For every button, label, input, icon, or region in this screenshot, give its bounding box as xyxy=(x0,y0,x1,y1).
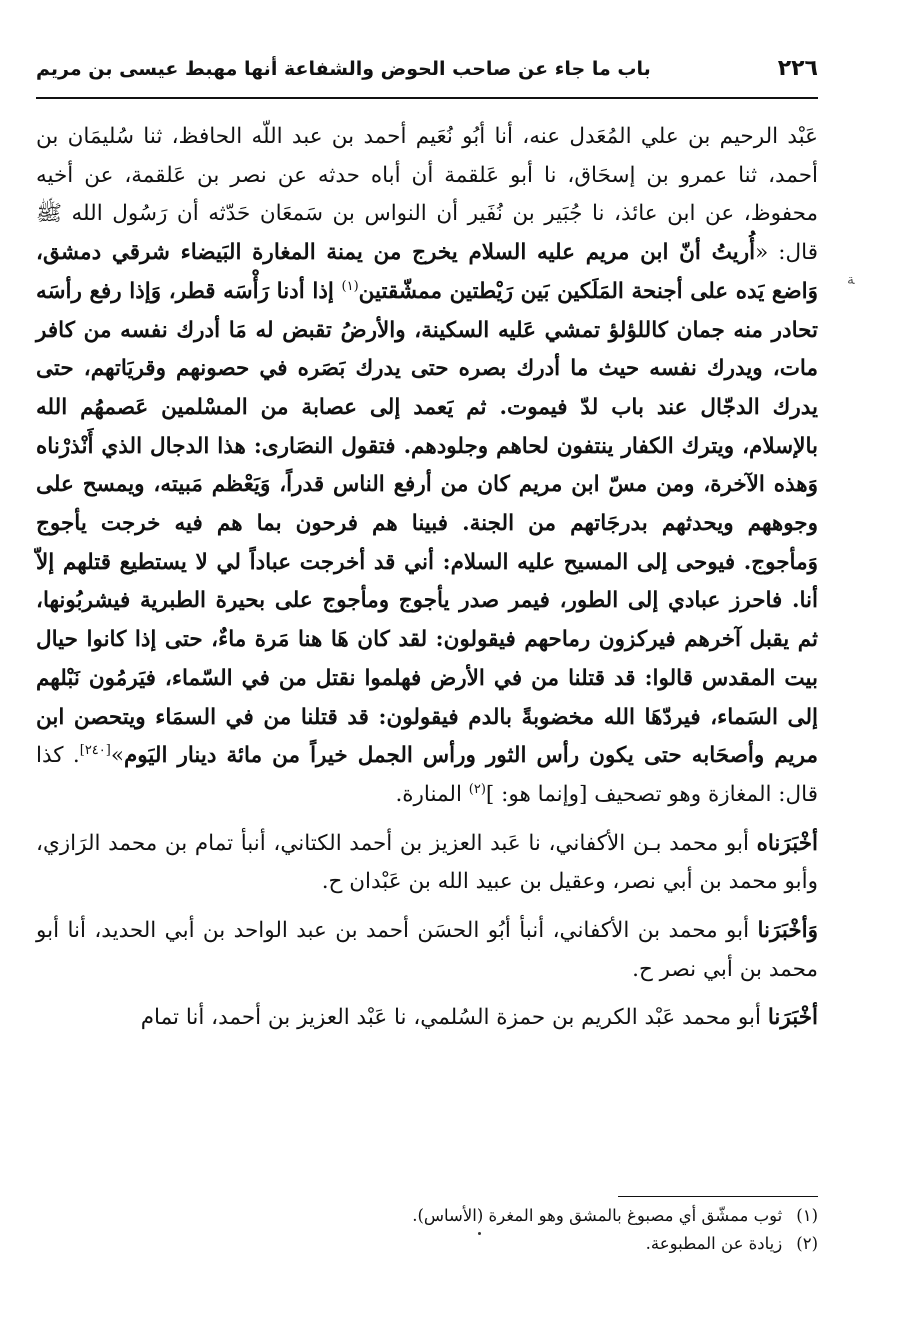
footnote-item xyxy=(36,1202,818,1230)
footnote-ref: (١) xyxy=(341,278,359,294)
paragraph-2 xyxy=(36,825,818,902)
chain-text: أبو محمد بن الأكفاني، أنبأ أبُو الحسَن أحمد بن عبد الواحد بن أبي الحديد، أنا أبو محمد بن أبي نصر ح. xyxy=(36,918,818,982)
main-text xyxy=(36,118,818,1038)
footnote-item xyxy=(36,1230,818,1258)
page-header xyxy=(36,54,818,98)
running-title: باب ما جاء عن صاحب الحوض والشفاعة أنها مهبط عيسى بن مريم xyxy=(36,58,651,80)
footnote-text: ثوب ممشّق أي مصبوغ بالمشق وهو المغرة (الأساس). xyxy=(412,1206,783,1225)
text-segment: . كذا قال: المغازة وهو تصحيف [وإنما هو: ] xyxy=(36,743,818,807)
hadith-text-cont: إذا أدنا رَأْسَه قطر، وَإذا رفع رأسَه تحادر منه جمان كاللؤلؤ تمشي عَليه السكينة، والأرضُ تقبض له مَا أدرك نفسه من كافر مات، ويدرك نفسه حيث ما أدرك بصره حتى يدرك بَصَره في حصونهم وقريَاتهم، حتى يدرك الدجّال عند باب لدّ فيموت. ثم يَعمد إلى عصابة من المسْلمين عَصمهُم الله بالإسلام، ويترك الكفار ينتفون لحاهم وجلودهم. فتقول النصَارى: هذا الدجال الذي أَنْذرْناه وَهذه الآخرة، ومن مسّ ابن مريم كان من أرفع الناس قدراً، وَيَعْظم مَبيته، ويمسح على وجوههم ويحدثهم بدرجَاتهم من الجنة. فبينا هم فرحون بما هم فيه خرجت يأجوج وَمأجوج. فيوحى إلى المسيح عليه السلام: أني قد أخرجت عباداً لي لا يستطيع قتلهم إلاّ أنا. فاحرز عبادي إلى الطور، فيمر صدر يأجوج ومأجوج على بحيرة الطبرية فيشربُونها، ثم يقبل آخرهم فيركزون رماحهم فيقولون: لقد كان هَا هنا مَرة ماءٌ، حتى إذا كانوا حيال بيت المقدس قالوا: قد قتلنا من في الأرض فهلموا نقتل من في السّماء، فيَرمُون نَبْلهم إلى السَماء، فيردّهَا الله مخضوبةً بالدم فيقولون: قد قتلنا من في السمَاء ويتحصن ابن مريم وأصحَابه حتى يكون رأس الثور ورأس الجمل خيراً من مائة دينار اليَوم xyxy=(36,278,818,769)
chain-text: أبو محمد بـن الأكفاني، نا عَبد العزيز بن أحمد الكتاني، أنبأ تمام بن محمد الرَازي، وأبو محمد بن أبي نصر، وعقيل بن عبيد الله بن عَبْدان ح. xyxy=(36,830,818,895)
paragraph-4 xyxy=(36,999,818,1038)
paragraph-3 xyxy=(36,912,818,989)
footnotes xyxy=(36,1202,818,1258)
footnote-ref: (٢) xyxy=(468,781,486,797)
chain-lead: أخْبَرَنا xyxy=(767,1005,818,1031)
footnote-rule xyxy=(618,1196,818,1197)
print-speck xyxy=(478,1232,481,1235)
chain-lead: أخْبَرَناه xyxy=(756,830,818,856)
text-segment: عَبْد الرحيم بن علي المُعَدل عنه، أنا أبُو نُعَيم أحمد بن عبد اللّه الحافظ، ثنا سُليمَان بن أحمد، ثنا عمرو بن إسحَاق، نا أبو عَلقمة أن أباه حدثه عن نصر بن عَلقمة، عن أخيه محفوظ، عن ابن عائذ، نا جُبَير بن نُفَير أن النواس بن سَمعَان حَدّثه أن رَسُول الله ﷺ قال: « xyxy=(36,124,818,266)
text-segment: المنارة. xyxy=(395,781,469,807)
paragraph-1 xyxy=(36,118,818,815)
margin-mark: ﺔ xyxy=(847,272,855,288)
page-number: ٢٢٦ xyxy=(777,56,818,81)
chain-text: أبو محمد عَبْد الكريم بن حمزة السُلمي، نا عَبْد العزيز بن أحمد، أنا تمام xyxy=(140,1005,768,1031)
hadith-text: أُريتُ أنّ ابن مريم عليه السلام يخرج من يمنة المغارة البَيضاء شرقي دمشق، وَاضع يَده على أجنحة المَلَكين بَين رَيْطتين ممشّقتين xyxy=(36,240,818,304)
quote-close: » xyxy=(110,743,124,769)
footnote-number: (١) xyxy=(796,1206,818,1225)
hadith-number-ref: [٢٤٠] xyxy=(79,743,111,759)
chain-lead: وَأخْبَرَنا xyxy=(757,918,818,944)
header-rule xyxy=(36,97,818,99)
footnote-number: (٢) xyxy=(796,1234,818,1253)
footnote-text: زيادة عن المطبوعة. xyxy=(645,1234,783,1253)
